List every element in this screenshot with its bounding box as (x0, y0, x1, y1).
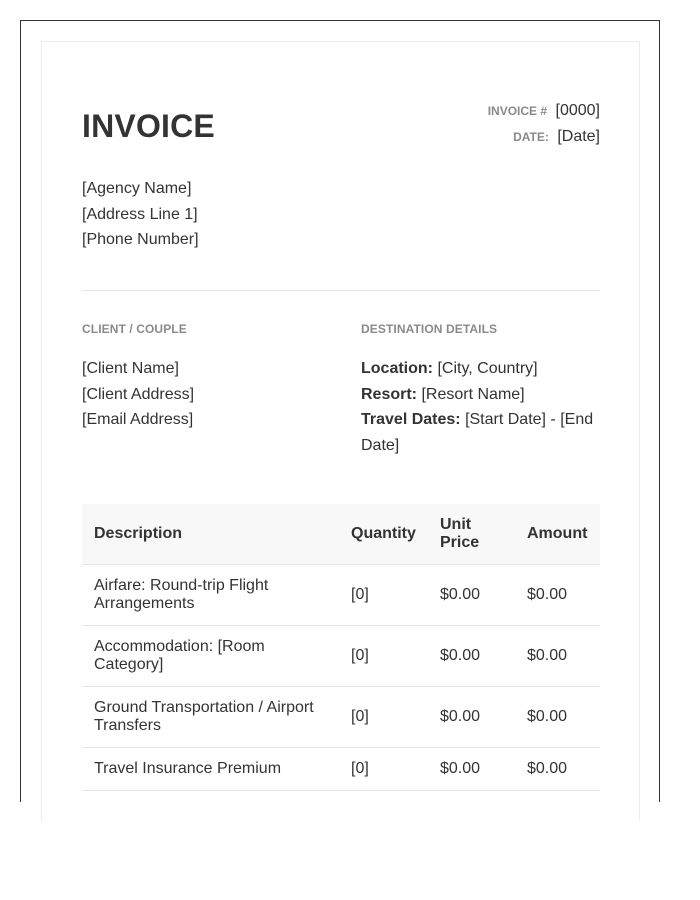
table-row (82, 565, 600, 626)
header-quantity: Quantity (339, 504, 428, 565)
table-row (82, 626, 600, 687)
client-info (82, 356, 194, 433)
invoice-date-label: DATE: (513, 130, 549, 144)
table-row (82, 687, 600, 748)
location-value: [City, Country] (437, 360, 538, 377)
agency-info (82, 176, 199, 253)
line-items-table (82, 504, 600, 791)
agency-address: [Address Line 1] (82, 205, 198, 223)
location-label: Location: (361, 360, 433, 377)
agency-name: [Agency Name] (82, 180, 192, 197)
row-unit-price: $0.00 (428, 626, 515, 687)
row-unit-price: $0.00 (428, 565, 515, 626)
row-description: Airfare: Round-trip Flight Arrangements (82, 565, 339, 626)
header-unit-price (428, 504, 515, 565)
destination-info (361, 356, 601, 458)
table-row (82, 748, 600, 791)
invoice-number-row (488, 100, 600, 126)
row-unit-price: $0.00 (428, 687, 515, 748)
header-description: Description (82, 504, 339, 565)
row-quantity: [0] (339, 626, 428, 687)
destination-resort (361, 382, 601, 408)
resort-label: Resort: (361, 385, 418, 403)
row-amount: $0.00 (515, 748, 600, 791)
row-unit-price: $0.00 (428, 748, 515, 791)
table-header-row (82, 504, 600, 565)
row-quantity: [0] (339, 748, 428, 791)
row-amount: $0.00 (515, 687, 600, 748)
destination-location (361, 356, 601, 382)
agency-phone: [Phone Number] (82, 231, 199, 248)
section-divider (82, 290, 600, 291)
client-address: [Client Address] (82, 385, 195, 403)
row-description: Travel Insurance Premium (82, 748, 339, 791)
travel-dates-label: Travel Dates: (361, 411, 461, 428)
row-quantity: [0] (339, 687, 428, 748)
invoice-number-label: INVOICE # (487, 104, 548, 118)
destination-heading: DESTINATION DETAILS (361, 322, 498, 336)
client-name: [Client Name] (82, 360, 179, 377)
invoice-number-value: [0000] (555, 102, 600, 119)
client-heading: CLIENT / COUPLE (82, 322, 187, 336)
invoice-meta (488, 100, 600, 152)
invoice-title: INVOICE (82, 108, 215, 144)
row-description: Accommodation: [Room Category] (82, 626, 339, 687)
invoice-date-row (488, 126, 600, 152)
row-quantity: [0] (339, 565, 428, 626)
header-amount: Amount (515, 504, 600, 565)
row-amount: $0.00 (515, 565, 600, 626)
client-email: [Email Address] (82, 411, 194, 428)
row-description: Ground Transportation / Airport Transfers (82, 687, 339, 748)
row-amount: $0.00 (515, 626, 600, 687)
resort-value: [Resort Name] (421, 385, 525, 403)
header-unit-price-label: Unit Price (440, 516, 480, 551)
destination-dates (361, 407, 601, 458)
invoice-date-value: [Date] (557, 128, 600, 145)
travel-dates-value: [Start Date] - [End Date] (361, 411, 594, 454)
